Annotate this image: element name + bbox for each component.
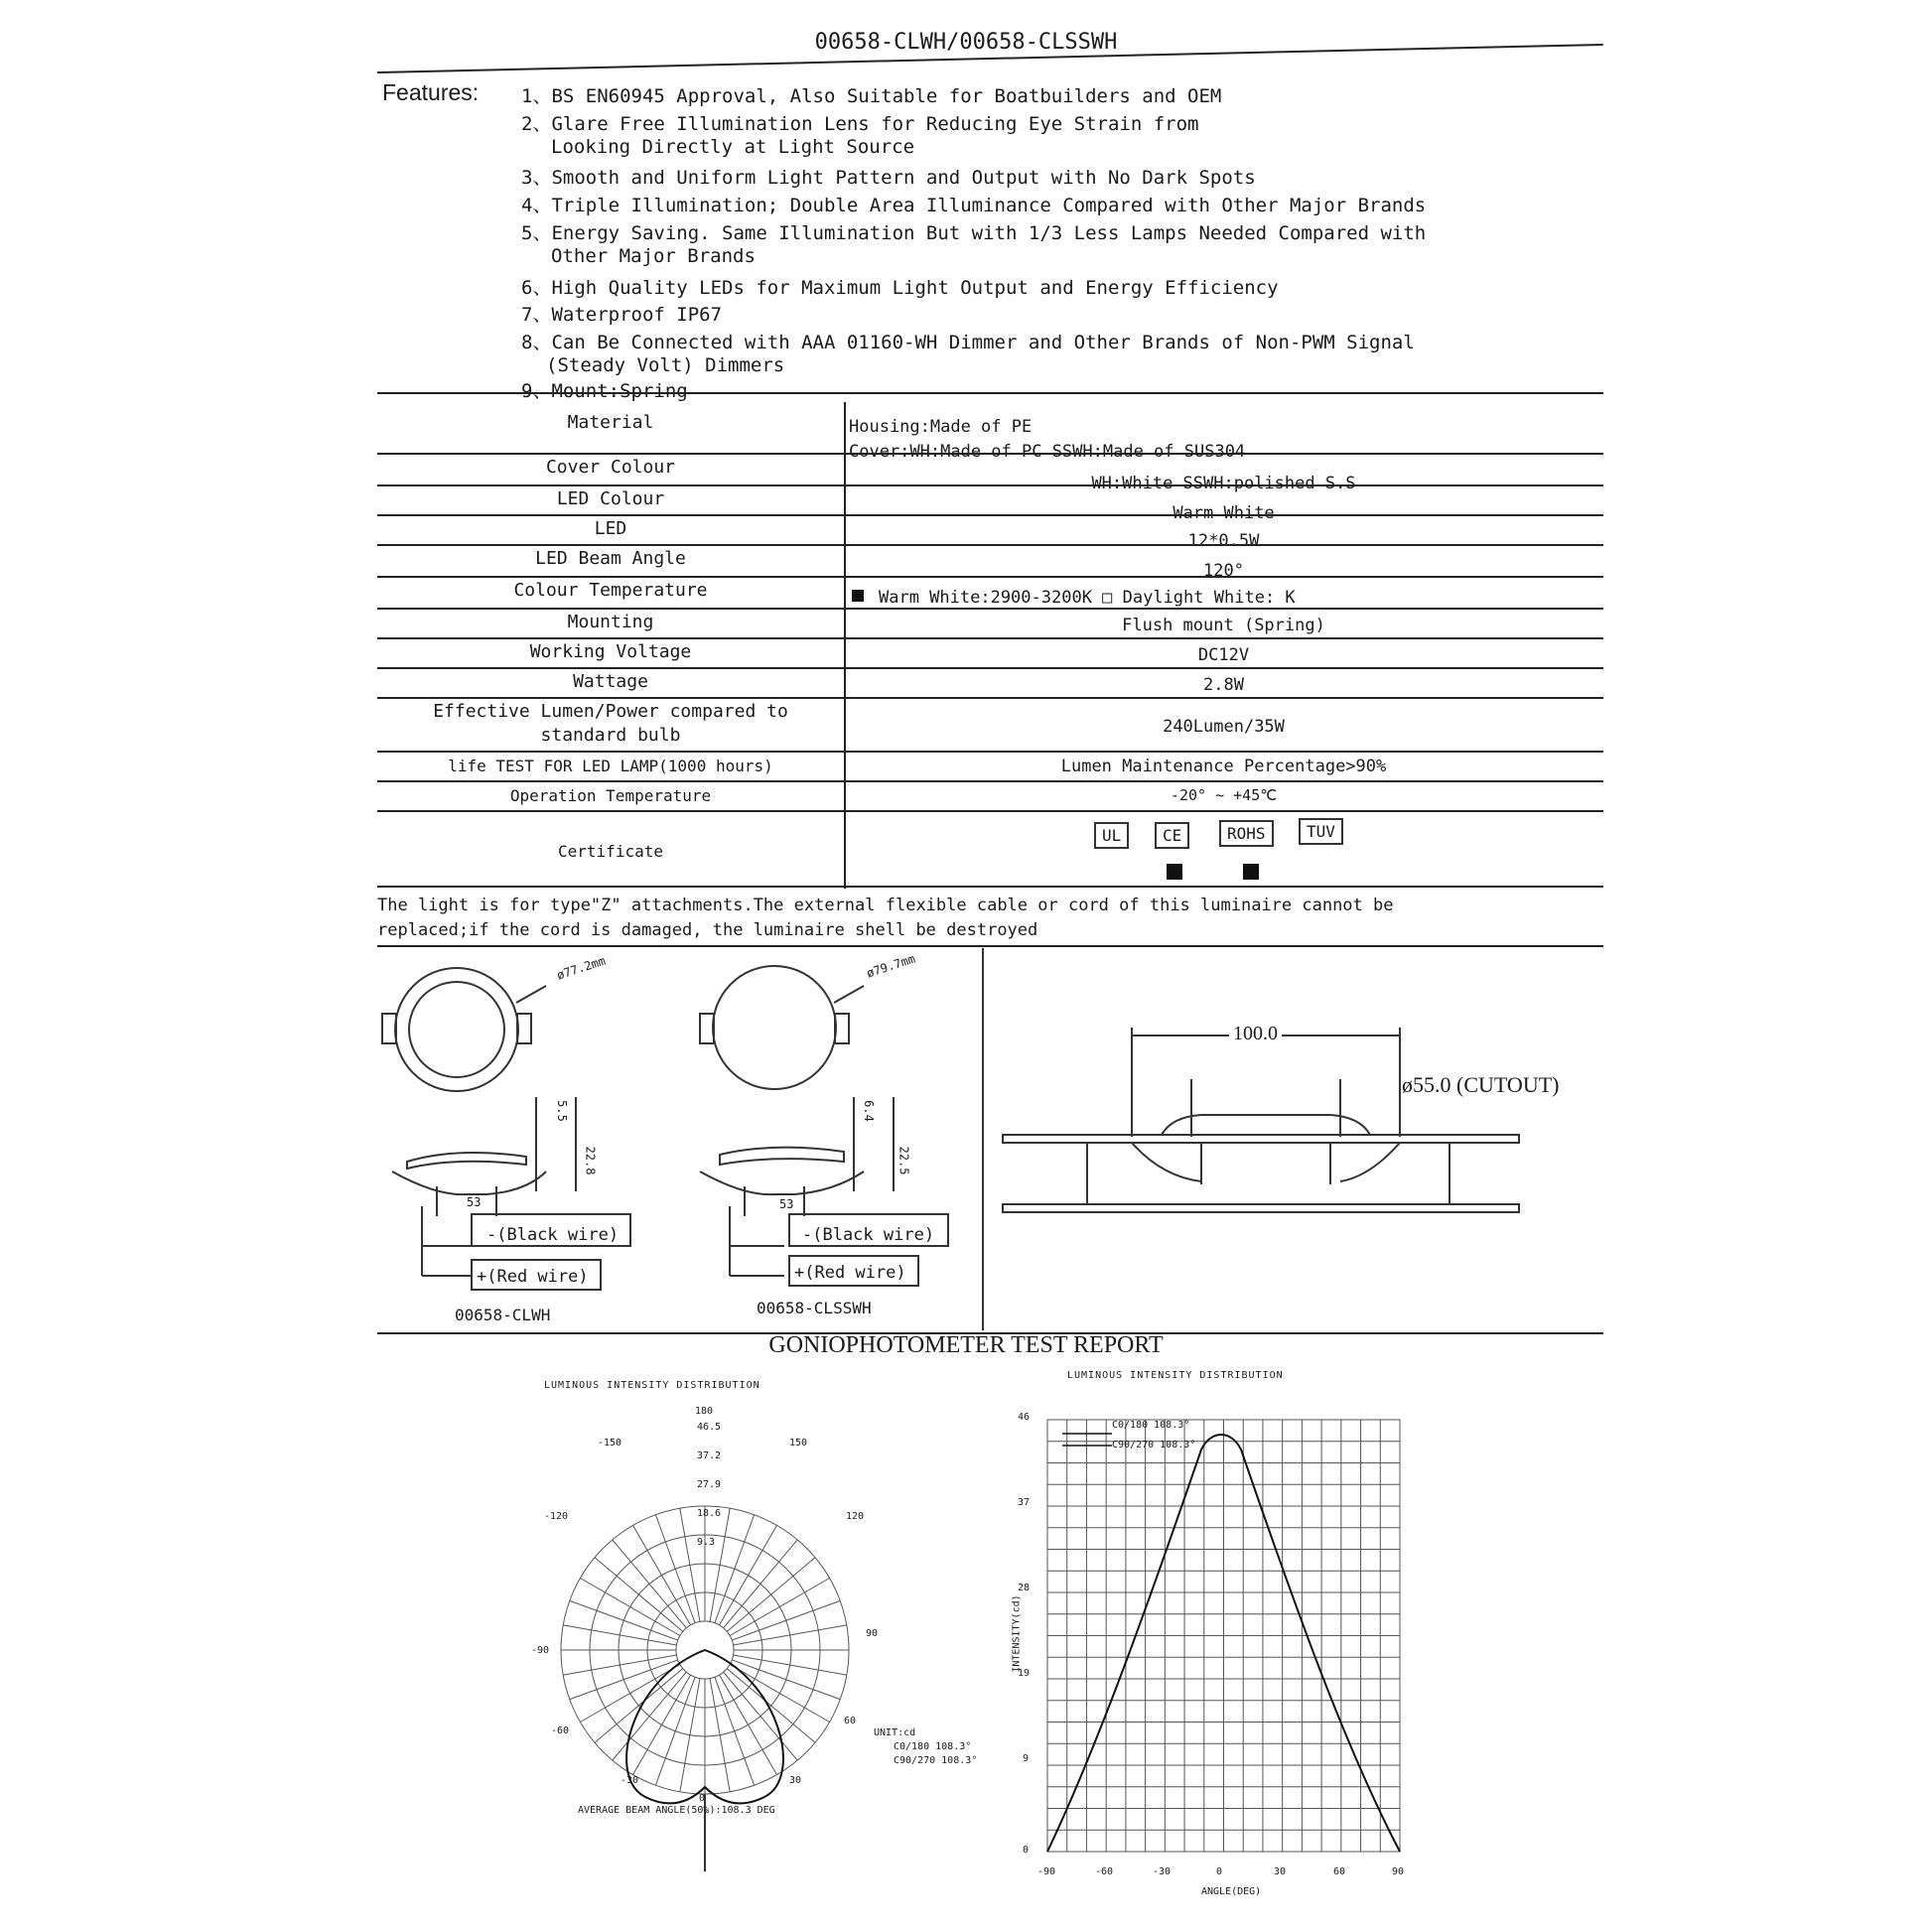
- polar-gridline: [715, 1677, 755, 1785]
- polar-gridline: [732, 1600, 840, 1640]
- feature-item: 7、Waterproof IP67: [521, 304, 723, 326]
- polar-radial-label: 46.5: [697, 1422, 722, 1433]
- polar-angle-label: 90: [866, 1628, 879, 1639]
- feature-item: 1、BS EN60945 Approval, Also Suitable for Boatbuilders and OEM: [521, 85, 1222, 107]
- spec-label: Cover Colour: [545, 457, 676, 478]
- polar-title: LUMINOUS INTENSITY DISTRIBUTION: [544, 1380, 760, 1391]
- polar-angle-label: -60: [551, 1725, 570, 1736]
- x-tick: 60: [1333, 1866, 1346, 1877]
- polar-legend: C0/180 108.3°: [894, 1741, 972, 1752]
- wire-label-black: -(Black wire): [486, 1225, 620, 1245]
- y-tick: 46: [1018, 1412, 1031, 1423]
- x-tick: 90: [1392, 1866, 1405, 1877]
- cert-badge-ce: CE: [1155, 822, 1189, 849]
- spec-label: Working Voltage: [529, 641, 692, 662]
- dimension-label: 100.0: [1229, 1023, 1282, 1045]
- polar-gridline: [734, 1655, 847, 1675]
- polar-legend: C90/270 108.3°: [894, 1755, 978, 1766]
- polar-gridline: [655, 1677, 695, 1785]
- intensity-svg: [1037, 1410, 1415, 1866]
- dimension-label: ø77.2mm: [555, 953, 608, 983]
- spec-value: 240Lumen/35W: [1163, 717, 1285, 737]
- polar-angle-label: 60: [844, 1716, 857, 1726]
- report-title: GONIOPHOTOMETER TEST REPORT: [768, 1332, 1164, 1358]
- polar-gridline: [715, 1515, 755, 1623]
- y-axis-label: INTENSITY(cd): [1011, 1594, 1023, 1673]
- polar-angle-label: -30: [621, 1775, 639, 1786]
- spec-label: Effective Lumen/Power compared to: [433, 701, 788, 722]
- spec-value: 12*0.5W: [1187, 531, 1260, 551]
- feature-item: Other Major Brands: [551, 245, 756, 267]
- cert-badge-tuv: TUV: [1299, 818, 1343, 845]
- polar-angle-label: 180: [695, 1406, 714, 1417]
- cert-checked-icon: [1167, 864, 1182, 880]
- feature-item: 3、Smooth and Uniform Light Pattern and Output with No Dark Spots: [521, 167, 1256, 189]
- polar-radial-label: 9.3: [697, 1537, 716, 1548]
- feature-item: 9、Mount:Spring: [521, 380, 688, 402]
- feature-item: 4、Triple Illumination; Double Area Illuminance Compared with Other Major Brands: [521, 195, 1427, 216]
- polar-gridline: [734, 1625, 847, 1645]
- polar-angle-label: 0: [699, 1793, 706, 1804]
- x-tick: -90: [1037, 1866, 1056, 1877]
- spec-value: 2.8W: [1203, 675, 1244, 695]
- polar-gridline: [680, 1679, 700, 1792]
- polar-angle-label: -120: [544, 1511, 569, 1522]
- x-tick: -60: [1095, 1866, 1114, 1877]
- polar-radial-label: 18.6: [697, 1508, 722, 1519]
- chart-title: LUMINOUS INTENSITY DISTRIBUTION: [1067, 1370, 1284, 1381]
- x-tick: -30: [1153, 1866, 1172, 1877]
- spec-label: Colour Temperature: [513, 580, 708, 601]
- chart-legend: C0/180 108.3°: [1112, 1420, 1190, 1431]
- spec-label: standard bulb: [540, 725, 681, 746]
- wire-label-red: +(Red wire): [794, 1263, 906, 1283]
- polar-gridline: [563, 1655, 676, 1675]
- spec-label: LED Beam Angle: [535, 548, 686, 569]
- dimension-label: 22.8: [583, 1146, 598, 1175]
- polar-gridline: [680, 1508, 700, 1621]
- dimension-label: 53: [779, 1197, 794, 1211]
- feature-item: 5、Energy Saving. Same Illumination But with 1/3 Less Lamps Needed Compared with: [521, 222, 1427, 244]
- feature-item: Looking Directly at Light Source: [551, 136, 915, 158]
- notice-line: replaced;if the cord is damaged, the luminaire shell be destroyed: [377, 920, 1038, 940]
- spec-label: Certificate: [558, 842, 663, 861]
- y-tick: 19: [1018, 1668, 1031, 1679]
- spec-label: LED Colour: [556, 488, 665, 509]
- cert-badge-ul: UL: [1094, 822, 1129, 849]
- polar-angle-label: 30: [789, 1775, 802, 1786]
- model-label: 00658-CLWH: [455, 1306, 551, 1324]
- spec-label-material: Material: [567, 412, 654, 433]
- polar-angle-label: -90: [531, 1645, 550, 1656]
- wire-label-red: +(Red wire): [477, 1267, 589, 1287]
- spec-value: Flush mount (Spring): [1122, 616, 1325, 635]
- cutout-label: ø55.0 (CUTOUT): [1402, 1072, 1560, 1097]
- feature-item: 6、High Quality LEDs for Maximum Light Output and Energy Efficiency: [521, 277, 1279, 299]
- wire-label-black: -(Black wire): [802, 1225, 935, 1245]
- feature-item: 2、Glare Free Illumination Lens for Reducing Eye Strain from: [521, 113, 1199, 135]
- polar-gridline: [710, 1679, 730, 1792]
- feature-item: 8、Can Be Connected with AAA 01160-WH Dimmer and Other Brands of Non-PWM Signal: [521, 332, 1415, 353]
- document-title: 00658-CLWH/00658-CLSSWH: [814, 30, 1118, 55]
- dimension-label: 53: [467, 1195, 482, 1209]
- y-tick: 28: [1018, 1583, 1031, 1593]
- y-tick: 9: [1023, 1753, 1030, 1764]
- spec-value: -20° ~ +45℃: [1170, 786, 1278, 804]
- polar-caption: AVERAGE BEAM ANGLE(50%):108.3 DEG: [578, 1805, 775, 1816]
- y-tick: 0: [1023, 1845, 1030, 1856]
- spec-value-cover: Cover:WH:Made of PC SSWH:Made of SUS304: [849, 442, 1246, 462]
- polar-gridline: [570, 1600, 678, 1640]
- x-axis-label: ANGLE(DEG): [1201, 1886, 1262, 1897]
- x-tick: 0: [1216, 1866, 1223, 1877]
- spec-label: Operation Temperature: [509, 786, 712, 805]
- polar-radial-label: 27.9: [697, 1479, 722, 1490]
- spec-label: LED: [594, 518, 627, 539]
- y-tick: 37: [1018, 1497, 1031, 1508]
- polar-angle-label: -150: [598, 1438, 622, 1449]
- cert-checked-icon: [1243, 864, 1259, 880]
- spec-value: WH:White SSWH:polished S.S: [1091, 474, 1356, 493]
- checkbox-checked-icon: [852, 590, 864, 602]
- dimension-label: 22.5: [897, 1146, 911, 1175]
- spec-value-housing: Housing:Made of PE: [849, 417, 1033, 437]
- polar-gridline: [655, 1515, 695, 1623]
- spec-value: Lumen Maintenance Percentage>90%: [1060, 757, 1387, 776]
- spec-value: 120°: [1203, 561, 1244, 581]
- dimension-label: 6.4: [861, 1100, 876, 1122]
- polar-angle-label: 120: [846, 1511, 865, 1522]
- spec-label: Wattage: [573, 671, 648, 692]
- spec-label: life TEST FOR LED LAMP(1000 hours): [448, 757, 773, 775]
- dimension-label: ø79.7mm: [865, 951, 917, 981]
- cert-badge-rohs: ROHS: [1219, 820, 1274, 847]
- spec-value: Warm White:2900-3200K □ Daylight White: K: [879, 588, 1296, 608]
- polar-radial-label: 37.2: [697, 1450, 722, 1461]
- dimension-label: 5.5: [554, 1100, 569, 1122]
- spec-label: Mounting: [567, 612, 654, 632]
- notice-line: The light is for type"Z" attachments.The external flexible cable or cord of this luminaire cannot be: [377, 896, 1394, 915]
- spec-value: DC12V: [1197, 645, 1250, 665]
- polar-gridline: [710, 1508, 730, 1621]
- chart-legend: C90/270 108.3°: [1112, 1440, 1196, 1450]
- x-tick: 30: [1274, 1866, 1287, 1877]
- polar-units: UNIT:cd: [874, 1727, 916, 1738]
- polar-angle-label: 150: [789, 1438, 808, 1449]
- polar-gridline: [563, 1625, 676, 1645]
- spec-value: Warm White: [1173, 503, 1275, 523]
- features-label: Features:: [382, 79, 480, 105]
- feature-item: (Steady Volt) Dimmers: [546, 354, 785, 376]
- model-label: 00658-CLSSWH: [757, 1299, 872, 1317]
